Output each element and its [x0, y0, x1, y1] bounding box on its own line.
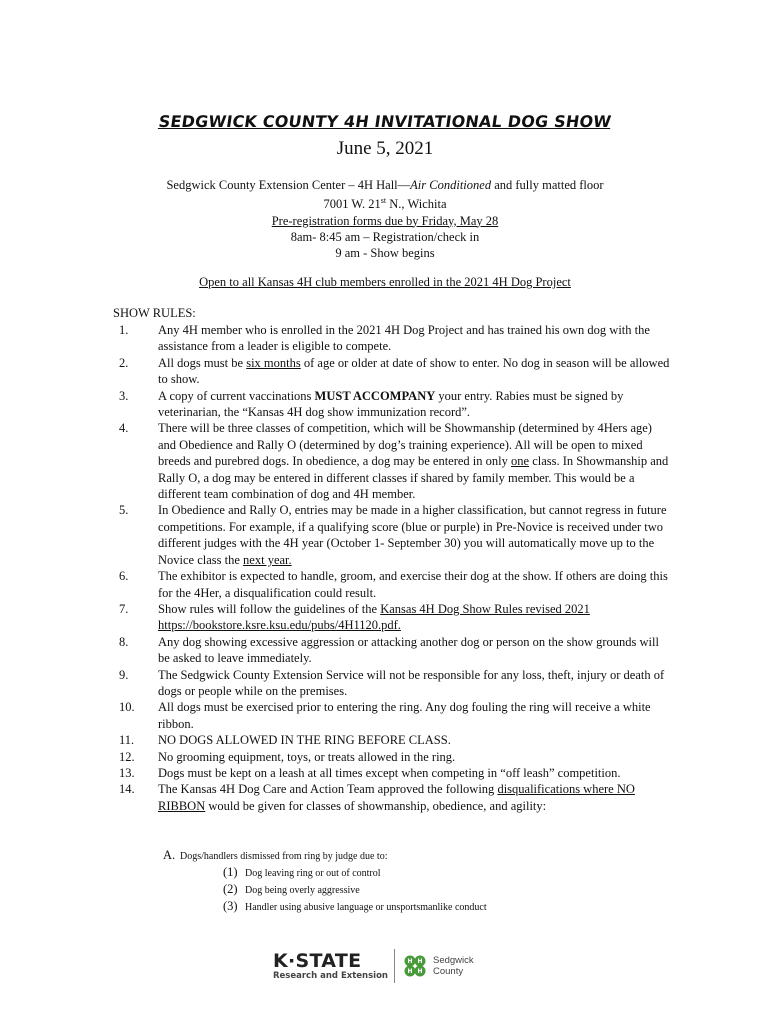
disqualification-list — [163, 848, 487, 916]
disqualification-item — [223, 882, 487, 899]
kstate-logo — [273, 948, 474, 984]
sub-item-text: Handler using abusive language or unsportsmanlike conduct — [245, 902, 487, 913]
rule-item — [113, 355, 673, 388]
rule-number: 4. — [119, 421, 129, 436]
rule-text: All dogs must be exercised prior to entering the ring. Any dog fouling the ring will receive a white ribbon. — [158, 700, 651, 731]
kstate-subtitle: Research and Extension — [273, 970, 388, 981]
rule-number: 8. — [119, 634, 129, 649]
rule-underlined: one — [511, 454, 530, 469]
rules-heading: SHOW RULES: — [113, 306, 196, 320]
address-text: 7001 W. 21 — [323, 197, 381, 212]
preregistration-line: Pre-registration forms due by Friday, May 28 — [271, 213, 499, 228]
rules-list — [113, 322, 673, 814]
event-info — [0, 177, 770, 261]
svg-text:H: H — [407, 958, 413, 965]
sub-number: (1) — [223, 865, 238, 879]
rule-item — [113, 732, 673, 748]
rule-text: Any 4H member who is enrolled in the 2021 4H Dog Project and has trained his own dog with the assistance from a leader is eligible to compete. — [158, 323, 650, 354]
rule-text — [158, 502, 673, 568]
rule-number: 10. — [119, 700, 135, 715]
sub-number: (2) — [223, 882, 238, 896]
rule-item — [113, 749, 673, 765]
4h-clover-icon — [401, 952, 429, 980]
rule-item — [113, 322, 673, 355]
address-line — [0, 193, 770, 212]
kstate-name: K·STATE — [273, 949, 362, 972]
kstate-wordmark — [273, 949, 388, 981]
svg-text:H: H — [407, 968, 413, 975]
open-notice: Open to all Kansas 4H club members enrolled in the 2021 4H Dog Project — [199, 275, 571, 289]
rule-text — [158, 388, 673, 421]
rule-text-part: A copy of current vaccinations — [158, 388, 315, 403]
page-title: SEDGWICK COUNTY 4H INVITATIONAL DOG SHOW — [157, 112, 613, 131]
event-date: June 5, 2021 — [336, 138, 434, 159]
sub-marker: A. — [163, 848, 176, 862]
sub-item-a — [163, 848, 487, 865]
rule-text-part: would be given for classes of showmanship, obedience, and agility: — [205, 798, 547, 813]
rule-number: 1. — [119, 323, 129, 337]
disqualification-item — [223, 899, 487, 916]
sub-text: Dogs/handlers dismissed from ring by judge due to: — [180, 851, 388, 862]
venue-line — [0, 177, 770, 193]
rule-number: 5. — [119, 503, 129, 518]
rule-text: Dogs must be kept on a leash at all times except when competing in “off leash” competition. — [158, 765, 621, 780]
rule-underlined: six months — [246, 355, 301, 370]
rule-number: 14. — [119, 782, 135, 797]
rule-number: 11. — [119, 733, 135, 748]
rule-text: The exhibitor is expected to handle, groom, and exercise their dog at the show. If others are doing this for the 4Her, a disqualification could result. — [158, 569, 668, 600]
sub-item-text: Dog leaving ring or out of control — [245, 868, 381, 879]
rule-underlined: disqualifications where NO RIBBON — [158, 782, 635, 813]
rule-item — [113, 634, 673, 667]
rule-number: 2. — [119, 355, 129, 370]
address-sup: st — [380, 196, 387, 206]
rule-item — [113, 667, 673, 700]
rule-bold: MUST ACCOMPANY — [314, 388, 436, 403]
rule-text: The Sedgwick County Extension Service will not be responsible for any loss, theft, injury or death of dogs or people while on the premises. — [158, 667, 665, 698]
rule-number: 12. — [119, 749, 135, 764]
show-begins-line: 9 am - Show begins — [335, 245, 435, 260]
rule-number: 13. — [119, 765, 135, 780]
rule-number: 7. — [119, 601, 129, 616]
sub-number: (3) — [223, 899, 238, 913]
sub-item-text: Dog being overly aggressive — [245, 885, 360, 896]
rule-item — [113, 601, 673, 634]
rule-text-part: The Kansas 4H Dog Care and Action Team approved the following — [158, 782, 498, 797]
rule-text: Any dog showing excessive aggression or attacking another dog or person on the show grounds will be asked to leave immediately. — [158, 634, 659, 666]
county-label — [433, 955, 474, 977]
rule-text-part: There will be three classes of competition, which will be Showmanship (determined by 4Hers age) and Obedience and Rally O (determined by dog’s training experience). All will be open to mixed breeds and purebred dogs. In obedience, a dog may be entered in only — [158, 421, 652, 469]
rule-text-part: your entry. Rabies must be signed by veterinarian, the “Kansas 4H dog show immunization record”. — [158, 388, 624, 420]
rule-text-part: In Obedience and Rally O, entries may be made in a higher classification, but cannot regress in future competitions. For example, if a qualifying score (blue or purple) in Pre-Novice is received under two different judges with the 4H year (October 1- September 30) you will automatically move up to the Novice class the — [158, 503, 667, 567]
county-line-1: Sedgwick — [432, 955, 474, 966]
rule-text-part: Show rules will follow the guidelines of the — [158, 601, 381, 616]
rule-text — [158, 355, 673, 388]
rule-text — [158, 601, 673, 634]
rule-underlined: Kansas 4H Dog Show Rules revised 2021 https://bookstore.ksre.ksu.edu/pubs/4H1120.pdf. — [158, 601, 590, 633]
rule-text: NO DOGS ALLOWED IN THE RING BEFORE CLASS. — [158, 733, 451, 748]
rule-number: 9. — [119, 667, 129, 682]
county-line-2: County — [432, 966, 464, 977]
venue-suffix: and fully matted floor — [491, 178, 604, 192]
disqualification-item — [223, 865, 487, 882]
rule-text-part: of age or older at date of show to enter. No dog in season will be allowed to show. — [158, 355, 670, 387]
address-suffix: N., Wichita — [386, 197, 447, 212]
venue-italic: Air Conditioned — [410, 178, 492, 192]
rule-text — [158, 420, 673, 502]
rule-item — [113, 568, 673, 601]
venue-text: Sedgwick County Extension Center – 4H Hall— — [166, 178, 411, 192]
rule-item — [113, 502, 673, 568]
rule-number: 3. — [119, 388, 129, 403]
rule-text-part: All dogs must be — [158, 355, 247, 370]
rule-item — [113, 765, 673, 781]
registration-line: 8am- 8:45 am – Registration/check in — [290, 229, 480, 244]
rule-text-part: class. In Showmanship and Rally O, a dog may be entered in different classes if shared by family member. This would be a different team combination of dog and 4H member. — [158, 454, 669, 502]
svg-text:H: H — [417, 958, 423, 965]
rule-item — [113, 781, 673, 814]
rule-item — [113, 420, 673, 502]
rule-text: No grooming equipment, toys, or treats allowed in the ring. — [158, 749, 456, 764]
rule-underlined: next year. — [243, 552, 292, 567]
rule-number: 6. — [119, 569, 129, 584]
logo-divider — [394, 949, 395, 983]
rule-item — [113, 699, 673, 732]
rule-text — [158, 781, 673, 814]
svg-text:H: H — [417, 968, 423, 975]
rule-item — [113, 388, 673, 421]
